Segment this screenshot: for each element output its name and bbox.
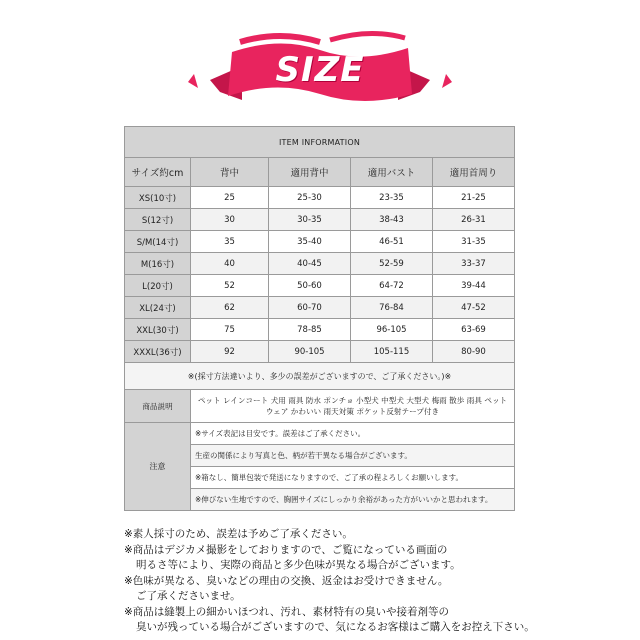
size-table <box>124 126 515 511</box>
table-cell: 40-45 <box>269 253 351 275</box>
note-line: ※商品は縫製上の細かいほつれ、汚れ、素材特有の臭いや接着剤等の <box>124 605 450 618</box>
size-cell: S/M(14寸) <box>125 231 191 253</box>
table-cell: 35-40 <box>269 231 351 253</box>
size-ribbon-header <box>180 22 460 112</box>
description-text: ペット レインコート 犬用 雨具 防水 ポンチョ 小型犬 中型犬 大型犬 梅雨 散歩 雨具 ペットウェア かわいい 雨天対策 ポケット反射テープ付き <box>191 390 515 423</box>
column-header-back: 背中 <box>191 158 269 187</box>
note-line: ※商品はデジカメ撮影をしておりますので、ご覧になっている画面の <box>124 543 448 556</box>
column-header-fit-neck: 適用首周り <box>433 158 515 187</box>
notice-label: 注意 <box>125 423 191 511</box>
table-cell: 75 <box>191 319 269 341</box>
table-cell: 64-72 <box>351 275 433 297</box>
table-cell: 52-59 <box>351 253 433 275</box>
table-cell: 31-35 <box>433 231 515 253</box>
description-label: 商品説明 <box>125 390 191 423</box>
note-line: ※色味が異なる、臭いなどの理由の交換、返金はお受けできません。 <box>124 574 449 587</box>
size-table-wrapper <box>124 126 514 511</box>
table-title: ITEM INFORMATION <box>125 127 515 158</box>
table-cell: 25 <box>191 187 269 209</box>
table-cell: 80-90 <box>433 341 515 363</box>
table-cell: 21-25 <box>433 187 515 209</box>
table-cell: 40 <box>191 253 269 275</box>
table-row <box>125 297 515 319</box>
notice-item: ※伸びない生地ですので、胸囲サイズにしっかり余裕があった方がいいかと思われます。 <box>191 489 515 511</box>
bottom-notes <box>124 527 624 636</box>
table-title-row <box>125 127 515 158</box>
column-header-size: サイズ約cm <box>125 158 191 187</box>
notice-item: 生産の関係により写真と色、柄が若干異なる場合がございます。 <box>191 445 515 467</box>
table-cell: 30-35 <box>269 209 351 231</box>
size-cell: S(12寸) <box>125 209 191 231</box>
table-row <box>125 341 515 363</box>
note-line: ご了承くださいませ。 <box>136 590 241 602</box>
size-cell: XS(10寸) <box>125 187 191 209</box>
column-header-fit-back: 適用背中 <box>269 158 351 187</box>
note-line: ※素人採寸のため、誤差は予めご了承ください。 <box>124 528 353 540</box>
table-cell: 38-43 <box>351 209 433 231</box>
table-cell: 96-105 <box>351 319 433 341</box>
size-cell: M(16寸) <box>125 253 191 275</box>
table-cell: 78-85 <box>269 319 351 341</box>
table-cell: 63-69 <box>433 319 515 341</box>
column-header-fit-bust: 適用バスト <box>351 158 433 187</box>
table-cell: 23-35 <box>351 187 433 209</box>
notice-item: ※サイズ表記は目安です。誤差はご了承ください。 <box>191 423 515 445</box>
measure-note-row <box>125 363 515 390</box>
table-cell: 76-84 <box>351 297 433 319</box>
table-cell: 35 <box>191 231 269 253</box>
table-row <box>125 319 515 341</box>
table-row <box>125 209 515 231</box>
table-cell: 47-52 <box>433 297 515 319</box>
table-cell: 52 <box>191 275 269 297</box>
table-row <box>125 275 515 297</box>
size-cell: XXXL(36寸) <box>125 341 191 363</box>
size-cell: XL(24寸) <box>125 297 191 319</box>
notice-row <box>125 423 515 445</box>
table-cell: 90-105 <box>269 341 351 363</box>
table-cell: 105-115 <box>351 341 433 363</box>
size-cell: L(20寸) <box>125 275 191 297</box>
table-row <box>125 187 515 209</box>
table-row <box>125 231 515 253</box>
note-line: 明るさ等により、実際の商品と多少色味が異なる場合がございます。 <box>136 559 461 571</box>
table-cell: 26-31 <box>433 209 515 231</box>
table-row <box>125 253 515 275</box>
note-line: 臭いが残っている場合がございますので、気になるお客様はご購入をお控え下さい。 <box>136 621 535 633</box>
table-cell: 60-70 <box>269 297 351 319</box>
table-cell: 62 <box>191 297 269 319</box>
table-cell: 46-51 <box>351 231 433 253</box>
table-cell: 25-30 <box>269 187 351 209</box>
table-cell: 33-37 <box>433 253 515 275</box>
measure-note: ※(採寸方法違いより、多少の誤差がございますので、ご了承ください。)※ <box>125 363 515 390</box>
table-cell: 39-44 <box>433 275 515 297</box>
notice-item: ※箱なし、簡単包装で発送になりますので、ご了承の程よろしくお願いします。 <box>191 467 515 489</box>
table-cell: 30 <box>191 209 269 231</box>
table-header-row <box>125 158 515 187</box>
table-cell: 50-60 <box>269 275 351 297</box>
size-title: SIZE <box>275 50 365 90</box>
table-cell: 92 <box>191 341 269 363</box>
description-row <box>125 390 515 423</box>
size-cell: XXL(30寸) <box>125 319 191 341</box>
